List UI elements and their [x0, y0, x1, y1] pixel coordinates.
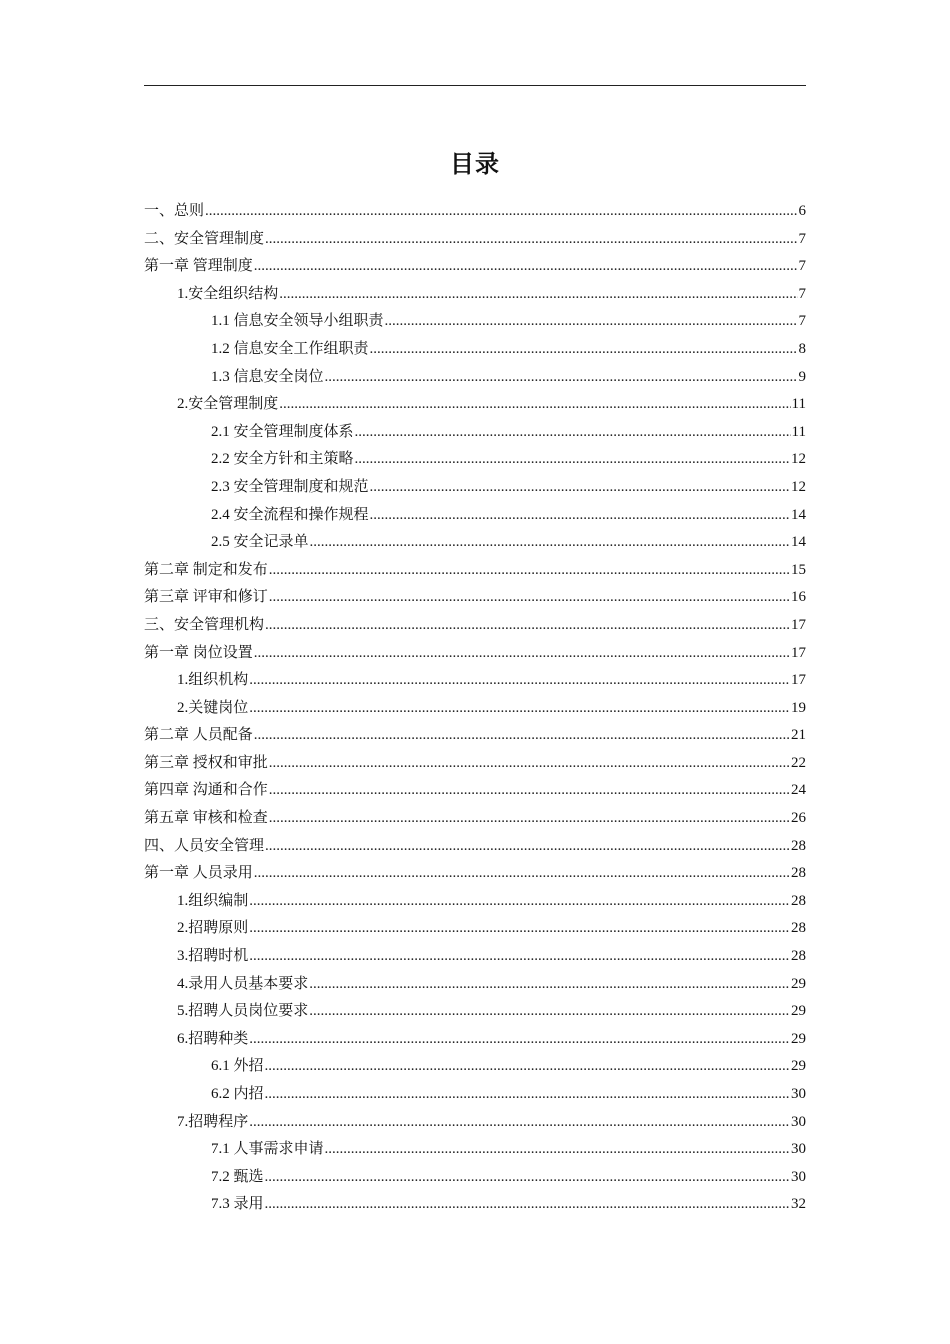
- dot-leader: [249, 943, 790, 971]
- toc-entry-text: 7.3 录用: [211, 1196, 264, 1213]
- toc-entry[interactable]: [144, 777, 806, 805]
- toc-page-number: 14: [791, 534, 806, 551]
- dot-leader: [309, 998, 790, 1026]
- dot-leader: [254, 860, 790, 888]
- toc-entry[interactable]: [144, 419, 806, 447]
- toc-entry-text: 2.招聘原则: [177, 920, 249, 937]
- toc-entry-text: 第一章 岗位设置: [144, 644, 253, 661]
- toc-page-number: 28: [791, 892, 806, 909]
- toc-entry-text: 一、总则: [144, 203, 205, 219]
- toc-entry-text: 6.招聘种类: [177, 1030, 249, 1047]
- toc-entry[interactable]: [144, 833, 806, 861]
- toc-entry-text: 2.安全管理制度: [177, 396, 279, 413]
- toc-page-number: 32: [791, 1196, 806, 1213]
- toc-entry[interactable]: [144, 446, 806, 474]
- dot-leader: [249, 1026, 790, 1054]
- toc-entry-text: 2.5 安全记录单: [211, 534, 309, 551]
- dot-leader: [279, 391, 790, 419]
- toc-entry[interactable]: [144, 1053, 806, 1081]
- toc-page-number: 14: [791, 506, 806, 523]
- toc-entry[interactable]: [144, 888, 806, 916]
- dot-leader: [309, 971, 790, 999]
- toc-entry[interactable]: [144, 308, 806, 336]
- toc-entry[interactable]: [144, 667, 806, 695]
- toc-page-number: 11: [791, 396, 806, 413]
- dot-leader: [385, 308, 798, 336]
- toc-entry[interactable]: [144, 915, 806, 943]
- toc-page-number: 17: [791, 616, 806, 633]
- toc-page-number: 17: [791, 644, 806, 661]
- toc-entry-text: 7.1 人事需求申请: [211, 1141, 324, 1158]
- dot-leader: [325, 1136, 790, 1164]
- toc-entry[interactable]: [144, 998, 806, 1026]
- toc-page-number: 28: [791, 920, 806, 937]
- toc-page-number: 16: [791, 589, 806, 606]
- toc-page-number: 7: [798, 285, 806, 302]
- toc-entry[interactable]: [144, 943, 806, 971]
- dot-leader: [249, 695, 790, 723]
- toc-page-number: 30: [791, 1113, 806, 1130]
- toc-entry[interactable]: [144, 750, 806, 778]
- toc-entry-text: 第五章 审核和检查: [144, 810, 268, 827]
- toc-entry[interactable]: [144, 860, 806, 888]
- toc-entry-text: 1.组织编制: [177, 892, 249, 909]
- toc-page-number: 30: [791, 1141, 806, 1158]
- dot-leader: [325, 364, 798, 392]
- dot-leader: [269, 805, 790, 833]
- toc-entry-text: 第三章 授权和审批: [144, 754, 268, 771]
- toc-entry[interactable]: [144, 722, 806, 750]
- toc-entry-text: 2.2 安全方针和主策略: [211, 451, 354, 468]
- dot-leader: [269, 777, 790, 805]
- toc-entry-text: 四、人员安全管理: [144, 837, 265, 854]
- toc-entry[interactable]: [144, 695, 806, 723]
- dot-leader: [265, 1081, 790, 1109]
- toc-page-number: 29: [791, 1030, 806, 1047]
- toc-entry[interactable]: [144, 198, 806, 226]
- toc-page-number: 29: [791, 975, 806, 992]
- toc-page-number: 26: [791, 810, 806, 827]
- toc-page-number: 19: [791, 699, 806, 716]
- toc-entry-text: 2.关键岗位: [177, 699, 249, 716]
- dot-leader: [249, 888, 790, 916]
- dot-leader: [254, 722, 790, 750]
- dot-leader: [265, 1164, 790, 1192]
- toc-title: 目录: [450, 150, 500, 179]
- toc-entry[interactable]: [144, 805, 806, 833]
- toc-entry-text: 第一章 人员录用: [144, 865, 253, 882]
- toc-page-number: 7: [798, 313, 806, 330]
- toc-entry[interactable]: [144, 1164, 806, 1192]
- toc-entry-text: 5.招聘人员岗位要求: [177, 1003, 309, 1020]
- toc-page-number: 30: [791, 1168, 806, 1185]
- toc-entry-text: 6.1 外招: [211, 1058, 264, 1075]
- toc-entry-text: 6.2 内招: [211, 1086, 264, 1102]
- toc-entry-text: 1.1 信息安全领导小组职责: [211, 313, 384, 330]
- dot-leader: [254, 253, 798, 281]
- toc-entry[interactable]: [144, 1109, 806, 1137]
- dot-leader: [370, 336, 798, 364]
- toc-entry-text: 2.1 安全管理制度体系: [211, 423, 354, 440]
- toc-page-number: 12: [791, 478, 806, 495]
- dot-leader: [249, 1109, 790, 1137]
- toc-page-number: 28: [791, 948, 806, 965]
- dot-leader: [310, 529, 790, 557]
- toc-entry[interactable]: [144, 391, 806, 419]
- toc-entry-text: 1.安全组织结构: [177, 285, 279, 302]
- toc-entry-text: 1.3 信息安全岗位: [211, 368, 324, 385]
- toc-entry[interactable]: [144, 1136, 806, 1164]
- toc-entry-text: 第二章 制定和发布: [144, 561, 268, 578]
- toc-entry[interactable]: [144, 281, 806, 309]
- toc-page-number: 29: [791, 1058, 806, 1075]
- toc-entry[interactable]: [144, 364, 806, 392]
- dot-leader: [355, 419, 791, 447]
- toc-entry-text: 2.4 安全流程和操作规程: [211, 506, 369, 523]
- table-of-contents: [144, 198, 806, 1219]
- toc-page-number: 24: [791, 782, 806, 799]
- toc-entry[interactable]: [144, 971, 806, 999]
- toc-page-number: 17: [791, 672, 806, 689]
- header-rule: [144, 85, 806, 86]
- toc-entry[interactable]: [144, 529, 806, 557]
- toc-entry[interactable]: [144, 1026, 806, 1054]
- toc-page-number: 11: [791, 423, 806, 440]
- toc-entry[interactable]: [144, 1191, 806, 1219]
- toc-page-number: 30: [791, 1086, 806, 1102]
- toc-page-number: 29: [791, 1003, 806, 1020]
- toc-entry-text: 第三章 评审和修订: [144, 589, 268, 606]
- toc-page-number: 9: [798, 368, 806, 385]
- dot-leader: [265, 1191, 790, 1219]
- toc-page-number: 7: [798, 258, 806, 275]
- dot-leader: [279, 281, 797, 309]
- toc-entry[interactable]: [144, 474, 806, 502]
- toc-entry[interactable]: [144, 502, 806, 530]
- toc-entry[interactable]: [144, 336, 806, 364]
- dot-leader: [265, 1053, 790, 1081]
- toc-entry[interactable]: [144, 612, 806, 640]
- toc-entry[interactable]: [144, 584, 806, 612]
- toc-entry-text: 1.2 信息安全工作组职责: [211, 340, 369, 357]
- dot-leader: [254, 640, 790, 668]
- dot-leader: [370, 502, 790, 530]
- toc-page-number: 22: [791, 754, 806, 771]
- toc-page-number: 8: [798, 340, 806, 357]
- toc-page-number: 28: [791, 865, 806, 882]
- toc-page-number: 15: [791, 561, 806, 578]
- dot-leader: [205, 198, 797, 226]
- toc-entry-text: 第二章 人员配备: [144, 727, 253, 744]
- toc-entry[interactable]: [144, 640, 806, 668]
- toc-entry-text: 7.2 甄选: [211, 1168, 264, 1185]
- toc-entry-text: 第四章 沟通和合作: [144, 782, 268, 799]
- dot-leader: [265, 833, 790, 861]
- toc-entry-text: 7.招聘程序: [177, 1113, 249, 1130]
- dot-leader: [249, 915, 790, 943]
- toc-page-number: 7: [798, 230, 806, 247]
- toc-entry-text: 4.录用人员基本要求: [177, 975, 309, 992]
- toc-page-number: 12: [791, 451, 806, 468]
- toc-entry[interactable]: [144, 253, 806, 281]
- dot-leader: [269, 750, 790, 778]
- dot-leader: [355, 446, 790, 474]
- toc-entry-text: 2.3 安全管理制度和规范: [211, 478, 369, 495]
- dot-leader: [269, 557, 790, 585]
- dot-leader: [370, 474, 790, 502]
- toc-entry[interactable]: [144, 226, 806, 254]
- toc-entry-text: 三、安全管理机构: [144, 616, 265, 633]
- toc-page-number: 6: [798, 203, 806, 219]
- toc-page-number: 28: [791, 837, 806, 854]
- toc-entry-text: 二、安全管理制度: [144, 230, 265, 247]
- toc-entry-text: 3.招聘时机: [177, 948, 249, 965]
- toc-entry[interactable]: [144, 557, 806, 585]
- dot-leader: [249, 667, 790, 695]
- dot-leader: [269, 584, 790, 612]
- dot-leader: [265, 612, 790, 640]
- dot-leader: [265, 226, 797, 254]
- toc-entry-text: 第一章 管理制度: [144, 258, 253, 275]
- toc-entry[interactable]: [144, 1081, 806, 1109]
- toc-entry-text: 1.组织机构: [177, 672, 249, 689]
- toc-page-number: 21: [791, 727, 806, 744]
